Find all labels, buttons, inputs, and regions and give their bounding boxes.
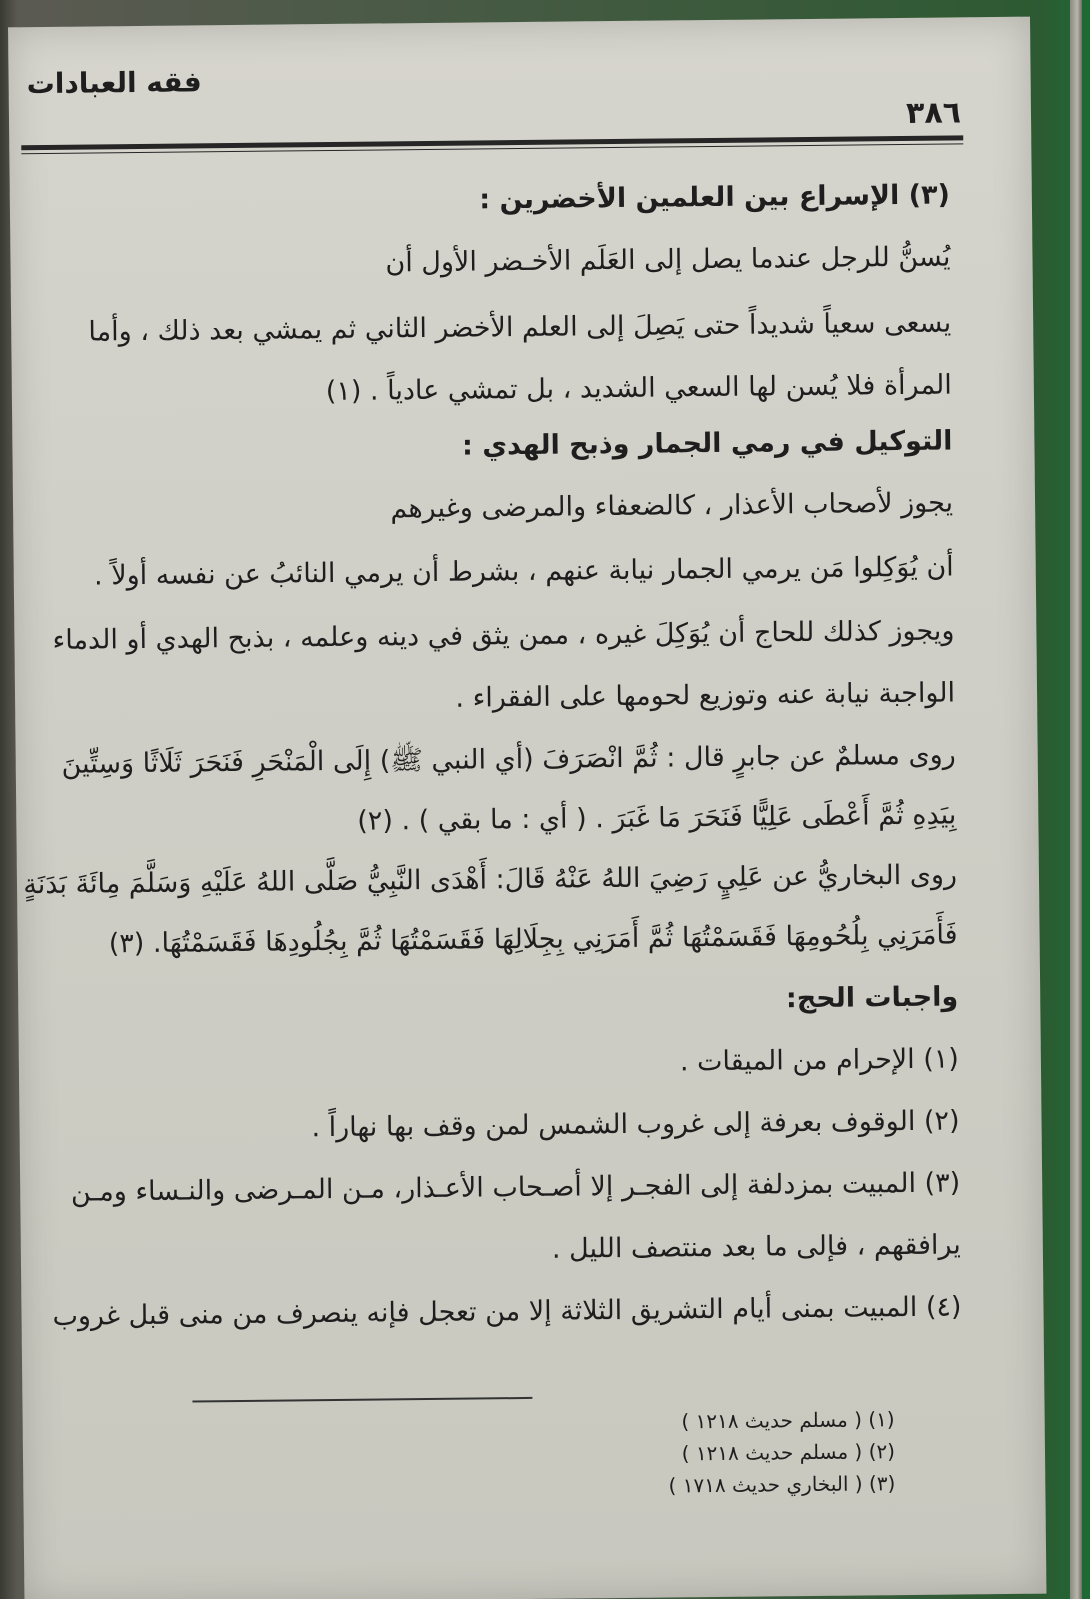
text-line: أن يُوَكِلوا مَن يرمي الجمار نيابة عنهم ، بشرط أن يرمي النائبُ عن نفسه أولاً . [93,551,954,592]
text-line: فَأَمَرَنِي بِلُحُومِهَا فَقَسَمْتُهَا ثُمَّ أَمَرَنِي بِجِلَالِهَا فَقَسَمْتُهَا ثُمَّ بِجُلُودِهَا فَقَسَمْتُهَا. (٣) [108,919,958,960]
text-line: (٤) المبيت بمنى أيام التشريق الثلاثة إلا من تعجل فإنه ينصرف من منى قبل غروب [52,1291,962,1332]
text-line: ويجوز كذلك للحاج أن يُوَكِلَ غيره ، ممن يثق في دينه وعلمه ، بذبح الهدي أو الدماء [52,615,955,656]
footnote: (١) ( مسلم حديث ١٢١٨ ) [681,1407,895,1434]
page-number: ٣٨٦ [905,95,962,131]
text-line: (١) الإحرام من الميقات . [679,1043,960,1078]
body-text [23,157,962,1332]
text-line: بِيَدِهِ ثُمَّ أَعْطَى عَلِيًّا فَنَحَرَ مَا غَبَرَ . ( أي : ما بقي ) . (٢) [357,799,957,837]
text-line: يُسنُّ للرجل عندما يصل إلى العَلَم الأخـضر الأول أن [385,241,951,279]
section-heading: واجبات الحج: [785,981,959,1015]
text-line: (٣) المبيت بمزدلفة إلى الفجـر إلا أصـحاب الأعـذار، مـن المـرضى والنـساء ومـن [70,1167,961,1208]
running-head: فقه العبادات [26,65,202,101]
text-line: يجوز لأصحاب الأعذار ، كالضعفاء والمرضى وغيرهم [390,487,954,525]
section-heading: التوكيل في رمي الجمار وذبح الهدي : [461,425,953,462]
footnote-rule [192,1397,532,1403]
footnote: (٢) ( مسلم حديث ١٢١٨ ) [681,1439,896,1466]
text-line: الواجبة نيابة عنه وتوزيع لحومها على الفقراء . [455,677,956,714]
text-line: روى البخاريُّ عن عَلِيٍ رَضِيَ اللهُ عَنْهُ قَالَ: أَهْدَى النَّبِيُّ صَلَّى اللهُ عَلَيْهِ وَسَلَّمَ مِائَةَ بَدَنَةٍ [23,859,958,901]
text-line: يرافقهم ، فإلى ما بعد منتصف الليل . [551,1229,961,1265]
text-line: يسعى سعياً شديداً حتى يَصِلَ إلى العلم الأخضر الثاني ثم يمشي بعد ذلك ، وأما [88,307,952,348]
text-line: روى مسلمٌ عن جابرٍ قال : ثُمَّ انْصَرَفَ (أي النبي ﷺ) إِلَى الْمَنْحَرِ فَنَحَرَ ثَلَاثًا وَسِتِّينَ [61,739,956,780]
section-heading: (٣) الإسراع بين العلمين الأخضرين : [479,179,950,216]
text-line: (٢) الوقوف بعرفة إلى غروب الشمس لمن وقف بها نهاراً . [311,1105,960,1144]
footnote: (٣) ( البخاري حديث ١٧١٨ ) [668,1471,896,1498]
book-page-edge [1070,0,1082,1599]
text-line: المرأة فلا يُسن لها السعي الشديد ، بل تمشي عادياً . (١) [325,369,952,408]
book-page [8,17,1046,1599]
